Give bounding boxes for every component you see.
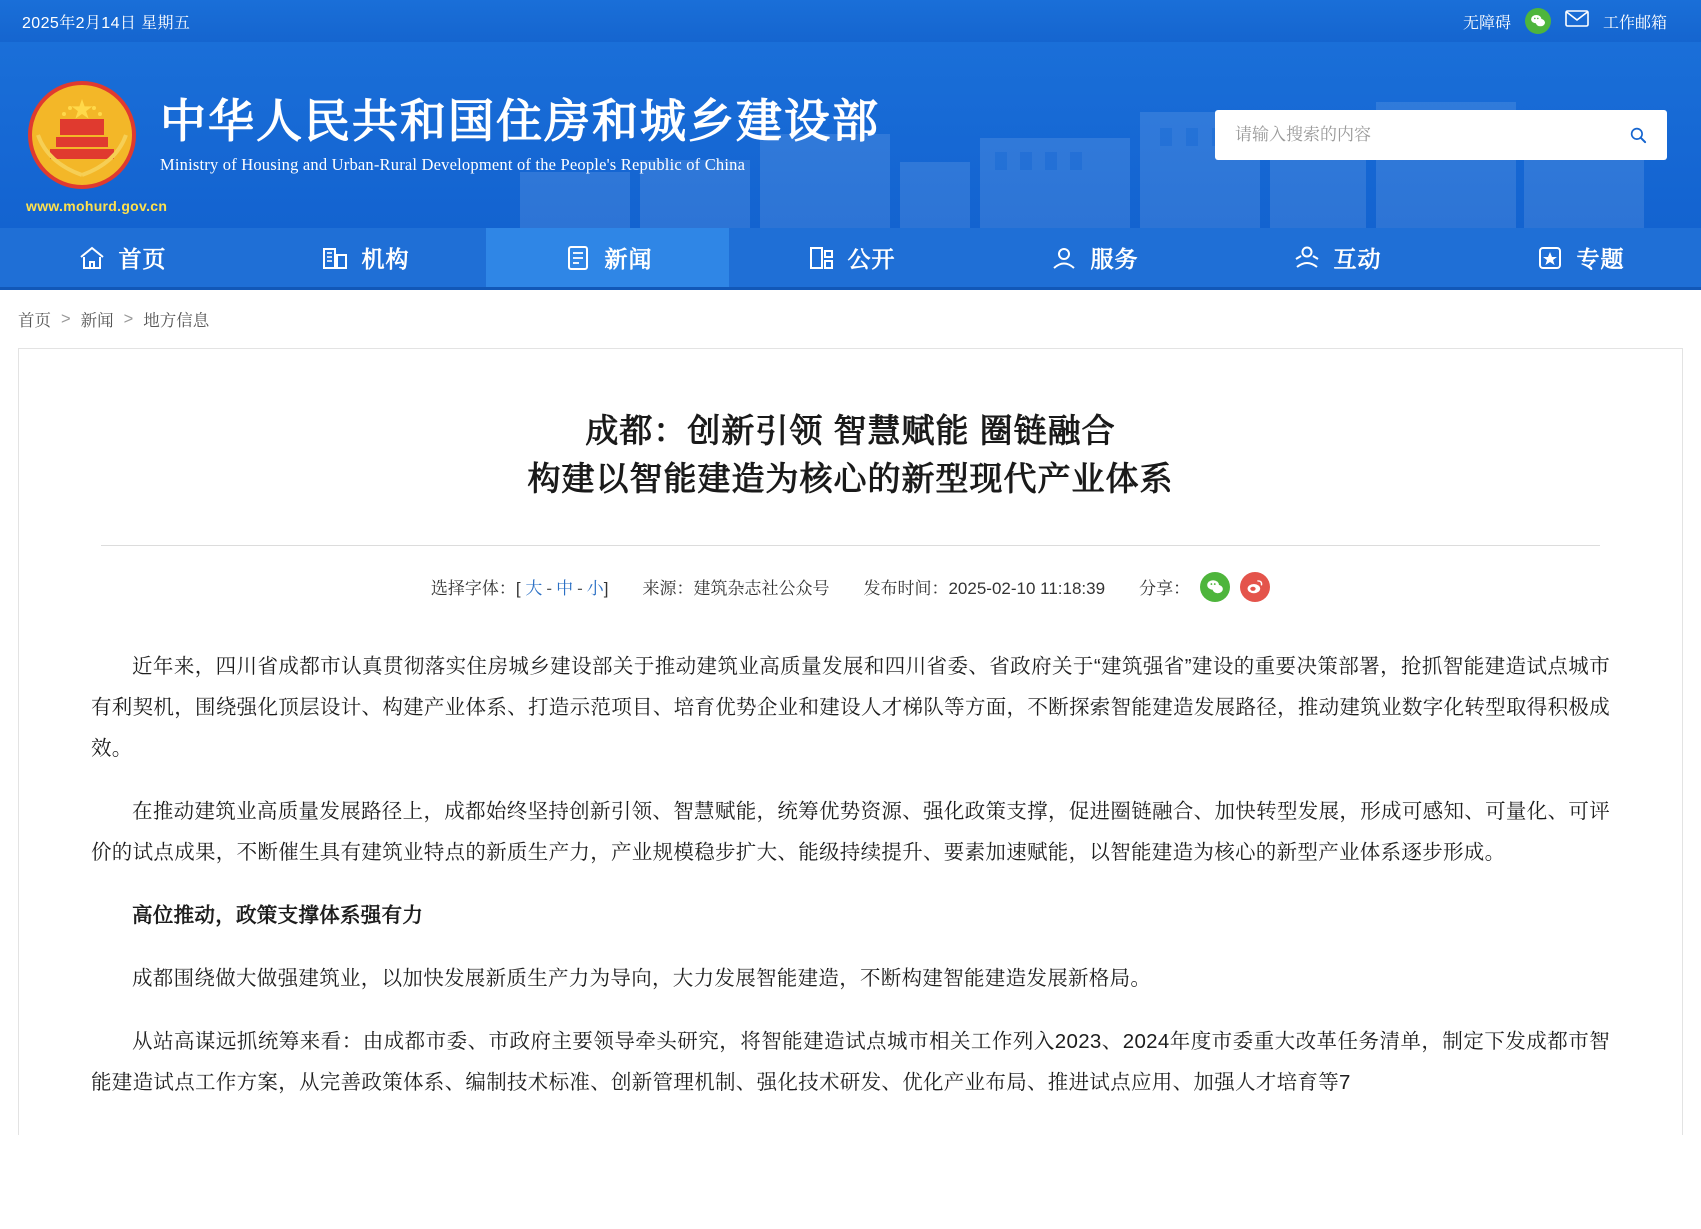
- article-subheading: 高位推动，政策支撑体系强有力: [132, 903, 424, 927]
- publish-value: 2025-02-10 11:18:39: [948, 579, 1106, 599]
- article-meta: [91, 546, 1610, 602]
- font-size-label: 选择字体：: [430, 579, 516, 599]
- site-title-en: Ministry of Housing and Urban-Rural Development of the People's Republic of China: [160, 155, 746, 175]
- nav-item-home[interactable]: [0, 228, 243, 287]
- breadcrumb-item-local-info[interactable]: 地方信息: [143, 312, 210, 330]
- article-source: [642, 574, 829, 599]
- share-group: [1139, 572, 1270, 602]
- breadcrumb: [0, 290, 1701, 348]
- nav-item-service[interactable]: [972, 228, 1215, 287]
- site-title-cn: 中华人民共和国住房和城乡建设部: [160, 94, 880, 147]
- dash-2: -: [577, 579, 583, 599]
- breadcrumb-item-home[interactable]: 首页: [18, 312, 51, 330]
- search-box[interactable]: [1215, 110, 1667, 160]
- open-document-icon: [806, 243, 836, 273]
- nav-label-service: 服务: [1090, 246, 1139, 272]
- search-icon[interactable]: [1623, 120, 1653, 150]
- work-mail-link[interactable]: 工作邮箱: [1602, 14, 1667, 32]
- current-date: 2025年2月14日 星期五: [22, 14, 191, 32]
- nav-item-topics[interactable]: [1458, 228, 1701, 287]
- source-label: 来源：: [642, 579, 694, 599]
- accessibility-link[interactable]: 无障碍: [1462, 14, 1511, 32]
- news-icon: [563, 243, 593, 273]
- nav-label-open: 公开: [847, 246, 896, 272]
- national-emblem-icon: [26, 79, 138, 191]
- bracket-close: ]: [603, 579, 609, 599]
- source-value: 建筑杂志社公众号: [693, 579, 830, 599]
- interaction-icon: [1292, 243, 1322, 273]
- nav-item-interaction[interactable]: [1215, 228, 1458, 287]
- article-paragraph: 从站高谋远抓统筹来看：由成都市委、市政府主要领导牵头研究，将智能建造试点城市相关工作列入2023、2024年度市委重大改革任务清单，制定下发成都市智能建造试点工作方案，从完善政策体系、编制技术标准、创新管理机制、强化技术研发、优化产业布局、推进试点应用、加强人才培育等7: [91, 1029, 1610, 1094]
- site-banner: [0, 42, 1701, 228]
- service-person-icon: [1049, 243, 1079, 273]
- nav-item-open[interactable]: [729, 228, 972, 287]
- breadcrumb-separator: >: [61, 309, 71, 328]
- nav-label-topics: 专题: [1576, 246, 1625, 272]
- top-utility-bar: [0, 0, 1701, 42]
- publish-label: 发布时间：: [863, 579, 949, 599]
- breadcrumb-separator: >: [123, 309, 134, 328]
- star-box-icon: [1535, 243, 1565, 273]
- nav-item-organization[interactable]: [243, 228, 486, 287]
- mail-icon[interactable]: [1565, 10, 1589, 33]
- wechat-icon[interactable]: [1525, 8, 1551, 34]
- article-title: [91, 393, 1610, 503]
- nav-label-news: 新闻: [604, 246, 653, 272]
- article-title-line1: 成都：创新引领 智慧赋能 圈链融合: [585, 412, 1116, 449]
- article-publish-time: [863, 574, 1105, 599]
- nav-label-home: 首页: [118, 246, 167, 272]
- article-paragraph: 在推动建筑业高质量发展路径上，成都始终坚持创新引领、智慧赋能，统筹优势资源、强化政策支撑，促进圈链融合、加快转型发展，形成可感知、可量化、可评价的试点成果，不断催生具有建筑业特点的新质生产力，产业规模稳步扩大、能级持续提升、要素加速赋能，以智能建造为核心的新型产业体系逐步形成。: [91, 799, 1610, 864]
- article-paragraph: 近年来，四川省成都市认真贯彻落实住房城乡建设部关于推动建筑业高质量发展和四川省委、省政府关于“建筑强省”建设的重要决策部署，抢抓智能建造试点城市有利契机，围绕强化顶层设计、构建产业体系、打造示范项目、培育优势企业和建设人才梯队等方面，不断探索智能建造发展路径，推动建筑业数字化转型取得积极成效。: [91, 654, 1610, 760]
- font-size-medium[interactable]: 中: [556, 579, 574, 599]
- nav-item-news[interactable]: [486, 228, 729, 287]
- bracket-open: [: [515, 579, 521, 599]
- article-container: [18, 348, 1683, 1135]
- weibo-share-icon[interactable]: [1240, 572, 1270, 602]
- wechat-share-icon[interactable]: [1200, 572, 1230, 602]
- home-icon: [77, 243, 107, 273]
- site-url: www.mohurd.gov.cn: [26, 198, 168, 214]
- font-size-selector: [431, 574, 609, 599]
- breadcrumb-item-news[interactable]: 新闻: [80, 312, 114, 330]
- share-label: 分享：: [1139, 579, 1191, 599]
- article-title-line2: 构建以智能建造为核心的新型现代产业体系: [527, 459, 1174, 497]
- article-body: [91, 646, 1610, 1103]
- search-input[interactable]: [1233, 124, 1623, 146]
- nav-label-organization: 机构: [361, 246, 410, 272]
- main-navigation: [0, 228, 1701, 290]
- font-size-small[interactable]: 小: [586, 579, 604, 599]
- dash-1: -: [546, 579, 553, 599]
- nav-label-interaction: 互动: [1333, 246, 1382, 272]
- article-paragraph: 成都围绕做大做强建筑业，以加快发展新质生产力为导向，大力发展智能建造，不断构建智能建造发展新格局。: [132, 966, 1152, 990]
- font-size-large[interactable]: 大: [525, 579, 543, 599]
- building-icon: [320, 243, 350, 273]
